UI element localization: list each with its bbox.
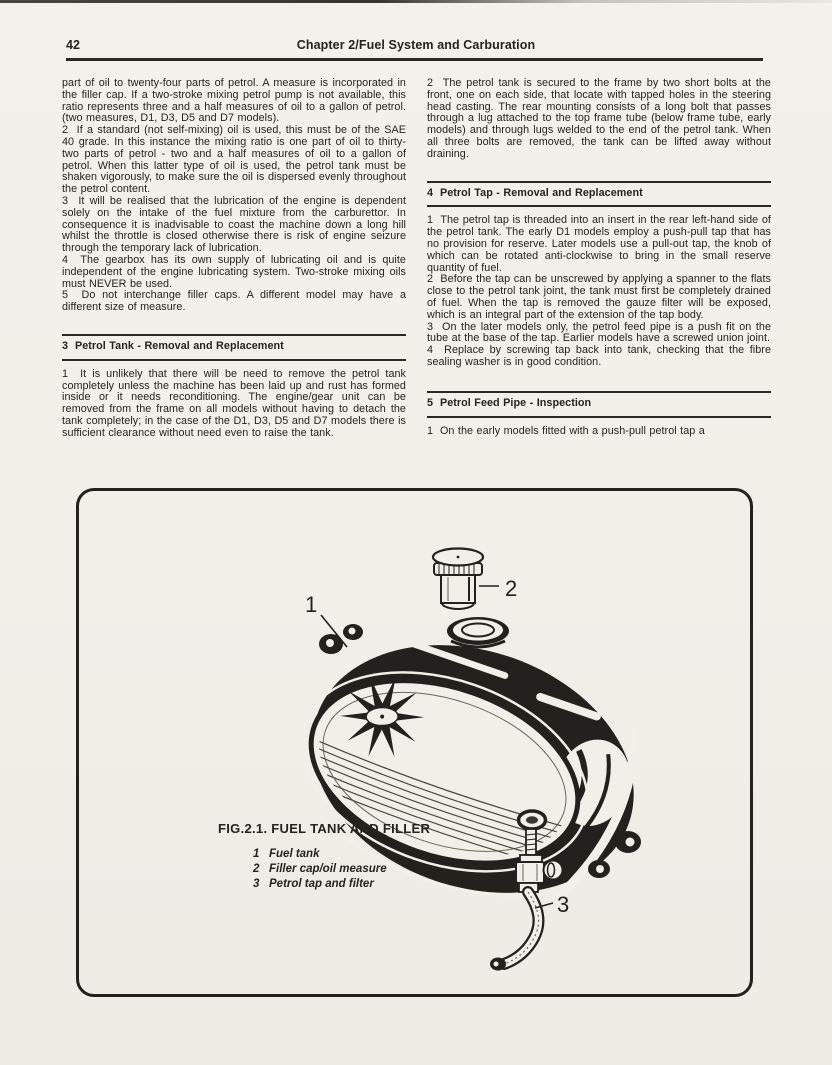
- callout-1: 1: [305, 592, 318, 617]
- header-rule: [66, 58, 763, 61]
- callout-2: 2: [505, 576, 518, 601]
- paragraph: 1 It is unlikely that there will be need to remove the petrol tank completely unless the machine has been laid up and rust has formed inside or it needs reconditioning. The engine/gear unit can be removed from the frame on all models without having to detach the tank completely; in the case of the D1, D3, D5 and D7 models there is sufficient clearance without need even to raise the tank.: [62, 367, 406, 439]
- figure-legend: [253, 847, 387, 892]
- scan-edge-artifact: [0, 0, 832, 3]
- page-number: 42: [66, 38, 80, 52]
- paragraph: 3 It will be realised that the lubrication of the engine is dependent solely on the intake of the fuel mixture from the carburettor. In consequence it is inadvisable to coast the machine down a long hill whilst the throttle is closed otherwise there is risk of engine seizure through the temporary lack of lubrication.: [62, 194, 406, 255]
- paragraph: 2 Before the tap can be unscrewed by applying a spanner to the flats close to the petrol tank joint, the tank must first be completely drained of fuel. When the tap is removed the gauze filter will be exposed, which is an integral part of the extension of the tap body.: [427, 273, 771, 321]
- paragraph: 1 The petrol tap is threaded into an insert in the rear left-hand side of the petrol tank. The early D1 models employ a push-pull tap that has no provision for reserve. Later models use a pull-out tap, the knob of which can be rotated anti-clockwise to bring in the small reserve quantity of fuel.: [427, 214, 771, 274]
- paragraph: 1 On the early models fitted with a push-pull petrol tap a: [427, 424, 705, 437]
- figure-2-1-box: [76, 488, 753, 997]
- figure-caption: FIG.2.1. FUEL TANK AND FILLER: [218, 821, 431, 836]
- paragraph: 2 The petrol tank is secured to the frame by two short bolts at the front, one on each side, that locate with tapped holes in the steering head casting. The rear mounting consists of a long bolt that passes through a lug attached to the top frame tube (below frame tube, early models) and through lugs welded to the end of the petrol tank. When all three bolts are removed, the tank can be lifted away without draining.: [427, 77, 771, 160]
- callout-3: 3: [557, 892, 570, 917]
- legend-item: [253, 877, 387, 892]
- chapter-header: Chapter 2/Fuel System and Carburation: [296, 38, 536, 52]
- legend-item-number: 3: [253, 878, 260, 890]
- paragraph: 3 On the later models only, the petrol feed pipe is a push fit on the tube at the base of the tap. Earlier models have a screwed union joint.: [427, 320, 771, 345]
- paragraph: 2 If a standard (not self-mixing) oil is used, this must be of the SAE 40 grade. In this instance the mixing ratio is one part of oil to thirty-two parts of petrol - two and a half measures of oil to a gallon of petrol. When this latter type of oil is used, the petrol tank must be shaken vigorously, to make sure the oil is dispersed evenly throughout the petrol content.: [62, 124, 406, 196]
- legend-item-label: Filler cap/oil measure: [269, 863, 387, 875]
- legend-item-number: 1: [253, 848, 260, 860]
- legend-item-number: 2: [253, 863, 260, 875]
- fuel-tank-illustration: [79, 491, 750, 994]
- left-column: [62, 78, 406, 440]
- paragraph: 4 Replace by screwing tap back into tank, checking that the fibre sealing washer is in good condition.: [427, 344, 771, 368]
- legend-item-label: Fuel tank: [269, 848, 320, 860]
- right-column: [427, 78, 771, 437]
- filler-cap-illustration: [433, 549, 483, 610]
- section-heading-petrol-feed-pipe: 5 Petrol Feed Pipe - Inspection: [427, 391, 771, 418]
- filler-neck: [447, 617, 509, 647]
- paragraph: 5 Do not interchange filler caps. A different model may have a different size of measure.: [62, 289, 406, 314]
- paragraph: part of oil to twenty-four parts of petrol. A measure is incorporated in the filler cap. If a two-stroke mixing petrol pump is not available, this ratio represents three and a half measures of oil to a gallon of petrol. (two measures, D1, D3, D5 and D7 models).: [62, 77, 406, 125]
- section-heading-petrol-tank: 3 Petrol Tank - Removal and Replacement: [62, 334, 406, 361]
- section-heading-petrol-tap: 4 Petrol Tap - Removal and Replacement: [427, 181, 771, 208]
- legend-item: [253, 847, 387, 862]
- paragraph: 4 The gearbox has its own supply of lubricating oil and is quite independent of the engine lubricating system. Two-stroke mixing oils must NEVER be used.: [62, 253, 406, 290]
- legend-item: [253, 862, 387, 877]
- legend-item-label: Petrol tap and filter: [269, 878, 374, 890]
